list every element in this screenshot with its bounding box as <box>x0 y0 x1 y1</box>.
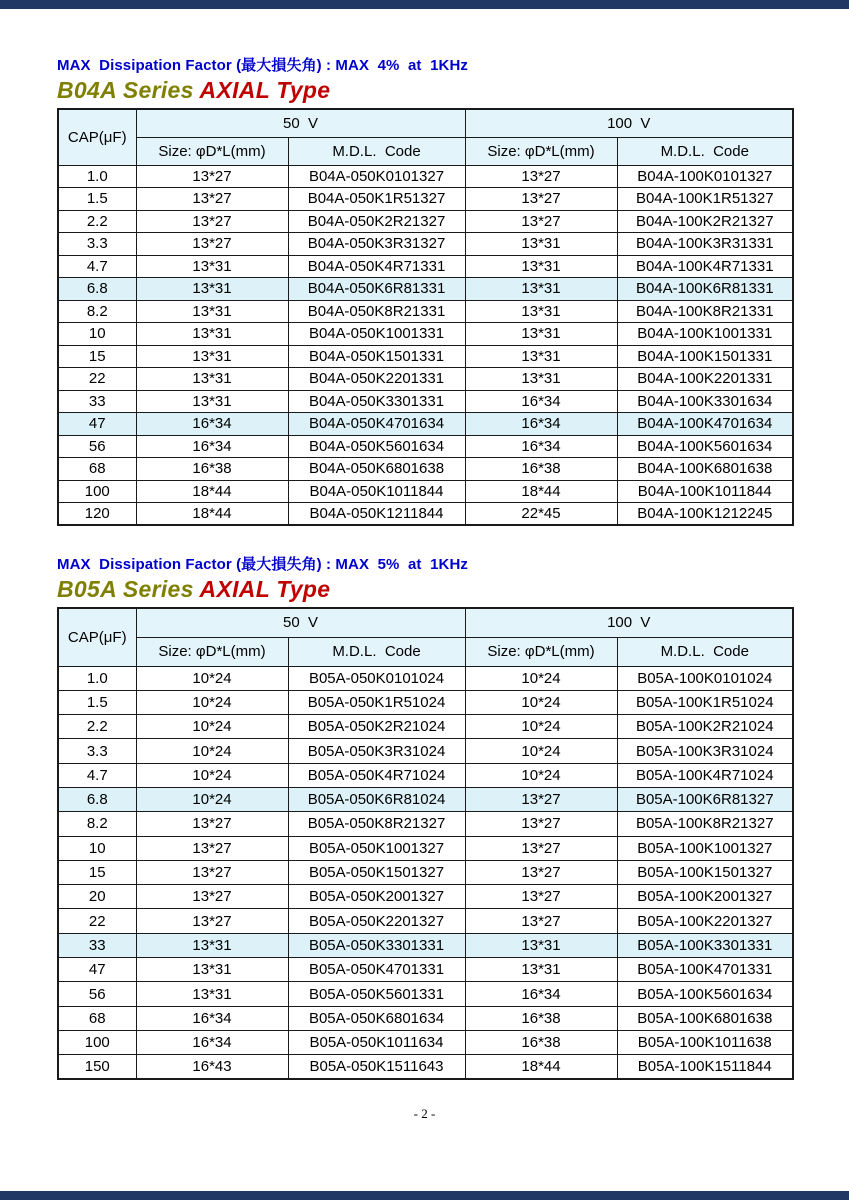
size-50v-cell: 16*43 <box>136 1055 288 1079</box>
table-row <box>58 413 793 436</box>
table-row <box>58 503 793 526</box>
mdl-code-100v-cell: B04A-100K4R71331 <box>617 255 793 278</box>
size-100v-cell: 13*31 <box>465 278 617 301</box>
cap-cell: 2.2 <box>58 715 136 739</box>
size-50v-cell: 13*31 <box>136 390 288 413</box>
cap-cell: 1.5 <box>58 188 136 211</box>
size-100v-cell: 10*24 <box>465 715 617 739</box>
cap-cell: 3.3 <box>58 233 136 256</box>
sub-header-row <box>58 637 793 666</box>
mdl-code-100v-cell: B05A-100K2R21024 <box>617 715 793 739</box>
mdl-code-50v-cell: B05A-050K1501327 <box>288 860 465 884</box>
size-column-header-50v: Size: φD*L(mm) <box>136 137 288 165</box>
table-row <box>58 233 793 256</box>
mdl-code-column-header-100v: M.D.L. Code <box>617 137 793 165</box>
cap-cell: 100 <box>58 480 136 503</box>
mdl-code-50v-cell: B05A-050K4701331 <box>288 958 465 982</box>
mdl-code-50v-cell: B05A-050K1R51024 <box>288 690 465 714</box>
mdl-code-100v-cell: B04A-100K5601634 <box>617 435 793 458</box>
mdl-code-100v-cell: B05A-100K1R51024 <box>617 690 793 714</box>
mdl-code-100v-cell: B04A-100K1011844 <box>617 480 793 503</box>
dissipation-factor-note: MAX Dissipation Factor (最大損失角) : MAX 4% at 1KHz <box>57 57 468 74</box>
cap-cell: 10 <box>58 323 136 346</box>
cap-cell: 22 <box>58 909 136 933</box>
size-column-header-100v: Size: φD*L(mm) <box>465 637 617 666</box>
series-title <box>57 576 792 603</box>
size-100v-cell: 18*44 <box>465 480 617 503</box>
voltage-50v-header: 50 V <box>136 608 465 637</box>
mdl-code-100v-cell: B05A-100K5601634 <box>617 982 793 1006</box>
size-50v-cell: 13*31 <box>136 368 288 391</box>
mdl-code-50v-cell: B05A-050K5601331 <box>288 982 465 1006</box>
mdl-code-100v-cell: B05A-100K1501327 <box>617 860 793 884</box>
size-100v-cell: 13*27 <box>465 787 617 811</box>
mdl-code-50v-cell: B04A-050K4R71331 <box>288 255 465 278</box>
size-50v-cell: 13*31 <box>136 982 288 1006</box>
mdl-code-column-header-100v: M.D.L. Code <box>617 637 793 666</box>
size-50v-cell: 13*27 <box>136 909 288 933</box>
cap-cell: 56 <box>58 982 136 1006</box>
mdl-code-column-header-50v: M.D.L. Code <box>288 637 465 666</box>
cap-cell: 47 <box>58 413 136 436</box>
series-title <box>57 77 792 104</box>
mdl-code-50v-cell: B04A-050K0101327 <box>288 165 465 188</box>
cap-cell: 8.2 <box>58 812 136 836</box>
mdl-code-50v-cell: B05A-050K3301331 <box>288 933 465 957</box>
table-row <box>58 933 793 957</box>
table-row <box>58 210 793 233</box>
cap-cell: 47 <box>58 958 136 982</box>
mdl-code-50v-cell: B05A-050K2201327 <box>288 909 465 933</box>
series-type-label: AXIAL Type <box>199 77 331 103</box>
size-50v-cell: 18*44 <box>136 480 288 503</box>
mdl-code-100v-cell: B05A-100K6801638 <box>617 1006 793 1030</box>
mdl-code-column-header-50v: M.D.L. Code <box>288 137 465 165</box>
size-100v-cell: 13*31 <box>465 958 617 982</box>
size-50v-cell: 13*31 <box>136 278 288 301</box>
cap-cell: 22 <box>58 368 136 391</box>
mdl-code-50v-cell: B05A-050K6801634 <box>288 1006 465 1030</box>
cap-cell: 4.7 <box>58 763 136 787</box>
cap-cell: 6.8 <box>58 278 136 301</box>
mdl-code-50v-cell: B05A-050K3R31024 <box>288 739 465 763</box>
size-100v-cell: 13*27 <box>465 885 617 909</box>
size-100v-cell: 13*31 <box>465 255 617 278</box>
size-50v-cell: 13*27 <box>136 860 288 884</box>
cap-cell: 120 <box>58 503 136 526</box>
bottom-accent-bar <box>0 1191 849 1200</box>
mdl-code-100v-cell: B04A-100K3R31331 <box>617 233 793 256</box>
mdl-code-100v-cell: B05A-100K1511844 <box>617 1055 793 1079</box>
mdl-code-50v-cell: B05A-050K1511643 <box>288 1055 465 1079</box>
b05a-table-body <box>58 666 793 1079</box>
table-row <box>58 690 793 714</box>
table-row <box>58 885 793 909</box>
mdl-code-50v-cell: B04A-050K1001331 <box>288 323 465 346</box>
cap-cell: 56 <box>58 435 136 458</box>
size-50v-cell: 10*24 <box>136 787 288 811</box>
mdl-code-100v-cell: B05A-100K3R31024 <box>617 739 793 763</box>
section-b04a <box>57 54 792 526</box>
b04a-table-body <box>58 165 793 525</box>
table-row <box>58 958 793 982</box>
voltage-100v-header: 100 V <box>465 608 793 637</box>
size-50v-cell: 10*24 <box>136 763 288 787</box>
size-50v-cell: 16*34 <box>136 413 288 436</box>
size-100v-cell: 13*27 <box>465 165 617 188</box>
size-100v-cell: 18*44 <box>465 1055 617 1079</box>
mdl-code-100v-cell: B04A-100K1001331 <box>617 323 793 346</box>
mdl-code-50v-cell: B05A-050K6R81024 <box>288 787 465 811</box>
table-row <box>58 909 793 933</box>
table-row <box>58 787 793 811</box>
size-50v-cell: 13*27 <box>136 836 288 860</box>
mdl-code-100v-cell: B05A-100K2201327 <box>617 909 793 933</box>
cap-column-header: CAP(μF) <box>58 109 136 165</box>
size-50v-cell: 13*31 <box>136 300 288 323</box>
table-row <box>58 1006 793 1030</box>
mdl-code-100v-cell: B04A-100K6801638 <box>617 458 793 481</box>
cap-cell: 6.8 <box>58 787 136 811</box>
mdl-code-50v-cell: B04A-050K4701634 <box>288 413 465 436</box>
b04a-spec-table <box>57 108 794 526</box>
b05a-spec-table <box>57 607 794 1080</box>
sub-header-row <box>58 137 793 165</box>
mdl-code-100v-cell: B05A-100K3301331 <box>617 933 793 957</box>
size-50v-cell: 13*27 <box>136 233 288 256</box>
section-b05a <box>57 553 792 1080</box>
cap-cell: 20 <box>58 885 136 909</box>
size-100v-cell: 16*38 <box>465 1030 617 1054</box>
mdl-code-50v-cell: B04A-050K1211844 <box>288 503 465 526</box>
size-50v-cell: 13*27 <box>136 812 288 836</box>
size-100v-cell: 13*31 <box>465 300 617 323</box>
mdl-code-100v-cell: B04A-100K4701634 <box>617 413 793 436</box>
mdl-code-50v-cell: B04A-050K2201331 <box>288 368 465 391</box>
cap-cell: 1.5 <box>58 690 136 714</box>
size-100v-cell: 13*31 <box>465 368 617 391</box>
mdl-code-100v-cell: B05A-100K1011638 <box>617 1030 793 1054</box>
mdl-code-50v-cell: B05A-050K1011634 <box>288 1030 465 1054</box>
size-100v-cell: 16*34 <box>465 435 617 458</box>
cap-cell: 4.7 <box>58 255 136 278</box>
table-row <box>58 666 793 690</box>
size-50v-cell: 13*27 <box>136 210 288 233</box>
size-100v-cell: 13*31 <box>465 345 617 368</box>
size-50v-cell: 13*27 <box>136 885 288 909</box>
table-row <box>58 982 793 1006</box>
size-100v-cell: 10*24 <box>465 739 617 763</box>
cap-cell: 33 <box>58 933 136 957</box>
mdl-code-100v-cell: B04A-100K8R21331 <box>617 300 793 323</box>
size-50v-cell: 13*31 <box>136 933 288 957</box>
table-row <box>58 739 793 763</box>
mdl-code-50v-cell: B05A-050K8R21327 <box>288 812 465 836</box>
table-row <box>58 812 793 836</box>
size-100v-cell: 13*27 <box>465 860 617 884</box>
mdl-code-50v-cell: B04A-050K1R51327 <box>288 188 465 211</box>
size-100v-cell: 10*24 <box>465 666 617 690</box>
cap-cell: 68 <box>58 1006 136 1030</box>
size-100v-cell: 13*31 <box>465 233 617 256</box>
series-name-label: B04A Series <box>57 77 194 103</box>
cap-cell: 1.0 <box>58 666 136 690</box>
mdl-code-100v-cell: B04A-100K1501331 <box>617 345 793 368</box>
size-100v-cell: 16*34 <box>465 982 617 1006</box>
cap-column-header: CAP(μF) <box>58 608 136 666</box>
mdl-code-100v-cell: B04A-100K3301634 <box>617 390 793 413</box>
size-50v-cell: 13*31 <box>136 255 288 278</box>
mdl-code-100v-cell: B04A-100K1212245 <box>617 503 793 526</box>
size-100v-cell: 13*27 <box>465 812 617 836</box>
cap-cell: 68 <box>58 458 136 481</box>
size-100v-cell: 10*24 <box>465 763 617 787</box>
size-100v-cell: 16*38 <box>465 458 617 481</box>
size-100v-cell: 16*34 <box>465 413 617 436</box>
mdl-code-100v-cell: B05A-100K2001327 <box>617 885 793 909</box>
mdl-code-50v-cell: B05A-050K2001327 <box>288 885 465 909</box>
mdl-code-50v-cell: B04A-050K2R21327 <box>288 210 465 233</box>
cap-cell: 1.0 <box>58 165 136 188</box>
table-row <box>58 390 793 413</box>
page-number: - 2 - <box>413 1106 436 1122</box>
mdl-code-100v-cell: B05A-100K4701331 <box>617 958 793 982</box>
table-header <box>58 608 793 666</box>
mdl-code-100v-cell: B05A-100K6R81327 <box>617 787 793 811</box>
mdl-code-50v-cell: B04A-050K3301331 <box>288 390 465 413</box>
size-100v-cell: 16*38 <box>465 1006 617 1030</box>
size-50v-cell: 16*38 <box>136 458 288 481</box>
size-100v-cell: 13*31 <box>465 933 617 957</box>
voltage-50v-header: 50 V <box>136 109 465 137</box>
size-50v-cell: 10*24 <box>136 666 288 690</box>
table-row <box>58 458 793 481</box>
table-row <box>58 480 793 503</box>
size-50v-cell: 13*31 <box>136 345 288 368</box>
cap-cell: 15 <box>58 860 136 884</box>
size-100v-cell: 10*24 <box>465 690 617 714</box>
table-row <box>58 368 793 391</box>
size-column-header-100v: Size: φD*L(mm) <box>465 137 617 165</box>
table-row <box>58 345 793 368</box>
cap-cell: 150 <box>58 1055 136 1079</box>
size-100v-cell: 13*27 <box>465 210 617 233</box>
mdl-code-50v-cell: B04A-050K3R31327 <box>288 233 465 256</box>
table-row <box>58 836 793 860</box>
mdl-code-100v-cell: B05A-100K0101024 <box>617 666 793 690</box>
size-100v-cell: 16*34 <box>465 390 617 413</box>
mdl-code-100v-cell: B05A-100K8R21327 <box>617 812 793 836</box>
table-row <box>58 763 793 787</box>
cap-cell: 2.2 <box>58 210 136 233</box>
mdl-code-100v-cell: B04A-100K6R81331 <box>617 278 793 301</box>
size-50v-cell: 16*34 <box>136 1030 288 1054</box>
mdl-code-100v-cell: B05A-100K1001327 <box>617 836 793 860</box>
cap-cell: 100 <box>58 1030 136 1054</box>
size-50v-cell: 18*44 <box>136 503 288 526</box>
size-100v-cell: 13*27 <box>465 909 617 933</box>
dissipation-factor-note: MAX Dissipation Factor (最大損失角) : MAX 5% at 1KHz <box>57 556 468 573</box>
cap-cell: 33 <box>58 390 136 413</box>
size-column-header-50v: Size: φD*L(mm) <box>136 637 288 666</box>
mdl-code-100v-cell: B04A-100K2R21327 <box>617 210 793 233</box>
mdl-code-100v-cell: B05A-100K4R71024 <box>617 763 793 787</box>
table-row <box>58 255 793 278</box>
size-50v-cell: 16*34 <box>136 435 288 458</box>
series-type-label: AXIAL Type <box>199 576 331 602</box>
size-50v-cell: 13*27 <box>136 188 288 211</box>
size-50v-cell: 13*31 <box>136 323 288 346</box>
mdl-code-50v-cell: B04A-050K8R21331 <box>288 300 465 323</box>
table-row <box>58 1030 793 1054</box>
cap-cell: 3.3 <box>58 739 136 763</box>
voltage-header-row <box>58 109 793 137</box>
size-100v-cell: 13*31 <box>465 323 617 346</box>
mdl-code-50v-cell: B04A-050K5601634 <box>288 435 465 458</box>
table-row <box>58 165 793 188</box>
size-50v-cell: 10*24 <box>136 739 288 763</box>
mdl-code-100v-cell: B04A-100K0101327 <box>617 165 793 188</box>
table-row <box>58 435 793 458</box>
mdl-code-50v-cell: B05A-050K2R21024 <box>288 715 465 739</box>
mdl-code-50v-cell: B04A-050K6R81331 <box>288 278 465 301</box>
size-100v-cell: 22*45 <box>465 503 617 526</box>
table-row <box>58 323 793 346</box>
mdl-code-50v-cell: B05A-050K1001327 <box>288 836 465 860</box>
table-row <box>58 188 793 211</box>
table-header <box>58 109 793 165</box>
mdl-code-50v-cell: B05A-050K4R71024 <box>288 763 465 787</box>
size-50v-cell: 13*31 <box>136 958 288 982</box>
cap-cell: 10 <box>58 836 136 860</box>
table-row <box>58 715 793 739</box>
cap-cell: 8.2 <box>58 300 136 323</box>
voltage-100v-header: 100 V <box>465 109 793 137</box>
size-50v-cell: 10*24 <box>136 715 288 739</box>
table-row <box>58 278 793 301</box>
series-name-label: B05A Series <box>57 576 194 602</box>
top-accent-bar <box>0 0 849 9</box>
mdl-code-50v-cell: B05A-050K0101024 <box>288 666 465 690</box>
cap-cell: 15 <box>58 345 136 368</box>
voltage-header-row <box>58 608 793 637</box>
table-row <box>58 300 793 323</box>
size-100v-cell: 13*27 <box>465 836 617 860</box>
size-50v-cell: 16*34 <box>136 1006 288 1030</box>
mdl-code-50v-cell: B04A-050K1501331 <box>288 345 465 368</box>
table-row <box>58 860 793 884</box>
size-50v-cell: 13*27 <box>136 165 288 188</box>
size-50v-cell: 10*24 <box>136 690 288 714</box>
mdl-code-50v-cell: B04A-050K1011844 <box>288 480 465 503</box>
size-100v-cell: 13*27 <box>465 188 617 211</box>
mdl-code-50v-cell: B04A-050K6801638 <box>288 458 465 481</box>
table-row <box>58 1055 793 1079</box>
mdl-code-100v-cell: B04A-100K2201331 <box>617 368 793 391</box>
mdl-code-100v-cell: B04A-100K1R51327 <box>617 188 793 211</box>
